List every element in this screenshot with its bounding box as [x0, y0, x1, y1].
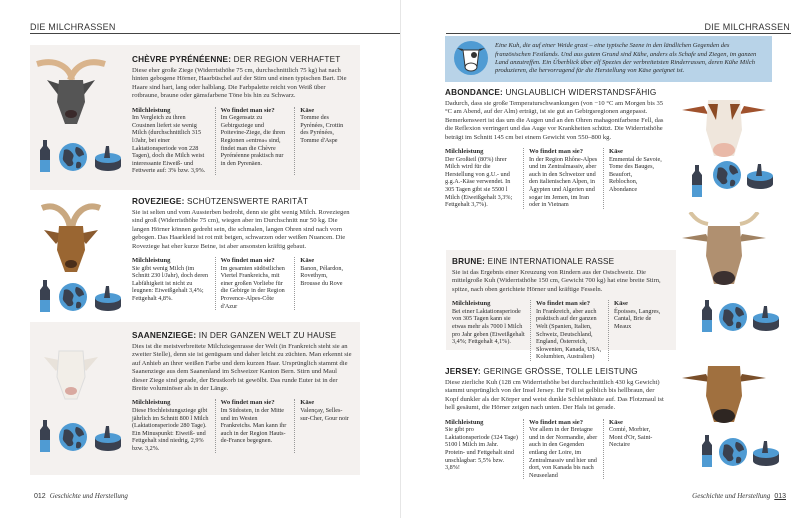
breed-description: Diese zierliche Kuh (128 cm Widerristhöhe bei durchschnittlich 430 kg Gewicht) stammt ursprünglich von der Insel Jersey. Ihr Fell ist gelblich bis hellbraun, der Kopf dunkler als der Körper und weist dunkle Schleimhäute auf. Das Flotzmaul ist hell gesäumt, die Hörner zeigen nach unten. Der Hals ist gerade.	[445, 379, 664, 412]
running-head: DIE MILCHRASSEN	[704, 22, 790, 32]
milk-column: Milchleistung Diese Hochleistungsziege gibt jährlich im Schnitt 800 l Milch (Laktationsperiode 280 Tage). Ein Minuspunkt: Eiweiß- und Fettgehalt sind niedrig, 2,9% bzw. 3,2%.	[132, 399, 209, 452]
header-rule	[30, 33, 400, 34]
breed-section	[132, 197, 354, 310]
milk-bottle-icon	[38, 140, 52, 172]
where-column: Wo findet man sie? Im Gegensatz zu Gebirgsziege und Poitevine-Ziege, die ihren Regionen »entrea« sind, findet man die Chèvre Pyrénéenne praktisch nur in den Pyrenäen.	[215, 107, 295, 175]
breed-heading: ABONDANCE: UNGLAUBLICH WIDERSTANDSFÄHIG	[445, 88, 657, 97]
breed-section	[132, 55, 354, 175]
breed-description: Diese eher große Ziege (Widerristhöhe 75 cm, durchschnittlich 75 kg) hat nach hinten gebogene Hörner, Haarbüschel auf der Stirn und einen typischen Bart. Die Haare sind hart, lang oder halblang. Die Farbpalette reicht von Weiß über rotbraune, braune oder gämsfarbene Töne bis hin zu Schwarz.	[132, 67, 347, 100]
globe-icon	[718, 437, 748, 467]
breed-heading: CHÈVRE PYRÉNÉENNE: DER REGION VERHAFTET	[132, 55, 341, 64]
globe-icon	[58, 142, 88, 172]
cheese-icon	[752, 304, 780, 332]
cow-illustration-jersey	[678, 360, 770, 430]
breed-section	[132, 331, 354, 453]
cheese-column: Käse Époisses, Langres, Cantal, Brie de Meaux	[608, 300, 670, 361]
where-column: Wo findet man sie? In Frankreich, aber auch praktisch auf der ganzen Welt (Spanien, Italien, Schweiz, Deutschland, England, Österreich, Slowenien, Kanada, USA, Kolumbien, Australien)	[530, 300, 608, 361]
breed-section	[452, 257, 670, 361]
cheese-column: Käse Comté, Morbier, Mont d'Or, Saint-Nectaire	[603, 419, 667, 480]
icon-row	[38, 280, 122, 312]
cheese-column: Käse Tomme des Pyrénées, Crottin des Pyrénées, Tomme d'Aspe	[294, 107, 354, 175]
globe-icon	[712, 160, 742, 190]
icon-row	[700, 300, 780, 332]
goat-illustration-pyreneenne	[22, 50, 120, 130]
milk-column: Milchleistung Im Vergleich zu ihren Cousinen liefert sie wenig Milch (durchschnittlich 315 l/Jahr, bei einer Laktationsperiode von 228 Tagen), doch die Milch weist interessante Eiweiß- und Fettwerte auf: 3% bzw. 3,9%.	[132, 106, 206, 175]
intro-box	[445, 36, 772, 82]
icon-row	[38, 420, 122, 452]
breed-heading: JERSEY: GERINGE GRÖSSE, TOLLE LEISTUNG	[445, 367, 638, 376]
breed-description: Dies ist die meistverbreitete Milchziegenrasse der Welt (in Frankreich steht sie an zweiter Stelle), denn sie ist genügsam und daher leicht zu züchten. Man erkennt sie auf Anhieb an ihrer weißen Farbe und dem kurzen Haar. Ursprünglich stammt die Saanenziege aus dem Saanenland im Schweizer Kanton Bern. Stirn und Maul dieser Ziege sind gerade, der Brustkorb ist gewölbt. Das runde Euter ist in der Breite voluminöser als in der Länge.	[132, 343, 352, 393]
cheese-icon	[94, 424, 122, 452]
goat-illustration-saanenziege	[22, 325, 120, 405]
breed-section	[445, 88, 667, 209]
milk-column: Milchleistung Bei einer Laktationsperiode von 305 Tagen kann sie etwas mehr als 7000 l Milch pro Jahr geben (Eiweißgehalt 3,4%; Fettgehalt 4,1%).	[452, 300, 525, 346]
milk-column: Milchleistung Sie gibt wenig Milch (im Schnitt 230 l/Jahr), doch deren Labfähigkeit ist nicht zu leugnen: Eiweißgehalt 3,4%; Fettgehalt 4,8%.	[132, 257, 209, 302]
cheese-icon	[752, 439, 780, 467]
breed-description: Sie ist das Ergebnis einer Kreuzung von Rindern aus der Ostschweiz. Die mittelgroße Kuh (Widerristhöhe 150 cm, Gewicht 700 kg) hat eine breite Stirn, spitze, nach oben gerichtete Hörner und kräftige Fesseln.	[452, 269, 661, 293]
breed-description: Sie ist selten und vom Aussterben bedroht, denn sie gibt wenig Milch. Roveziegen sind groß (Widerristhöhe 75 cm), wiegen aber im Durchschnitt nur 50 kg. Die langen Hörner können gedreht sein, die schmalen, langen Ohren sind nach vorn gebogen. Das Haarkleid ist rot mit beigen, schwarzen oder weißen Nuancen. Die Roveziege hat eher kurze Beine, ist aber ansonsten kräftig gebaut.	[132, 209, 350, 250]
icon-column	[690, 165, 704, 197]
icon-row	[712, 160, 774, 190]
milk-bottle-icon	[38, 420, 52, 452]
globe-icon	[718, 302, 748, 332]
cheese-icon	[94, 144, 122, 172]
cheese-column: Käse Emmental de Savoie, Tome des Bauges, Beaufort, Reblochon, Abondance	[603, 148, 667, 209]
where-column: Wo findet man sie? Vor allem in der Bretagne und in der Normandie, aber auch in den Gegenden entlang der Loire, im Zentralmassiv und hier und dort, von Kanada bis nach Neuseeland	[523, 419, 603, 480]
milk-bottle-icon	[690, 165, 704, 197]
goat-illustration-roveziege	[22, 198, 120, 278]
icon-row	[38, 140, 122, 172]
intro-text: Eine Kuh, die auf einer Weide grast – eine typische Szene in den ländlichen Gegenden des französischen Festlands. Und aus gutem Grund sind Kühe, anders als Schafe und Ziegen, im ganzen Land anzutreffen. Ein Überblick über elf Spezies der verbreitetsten Rinderrassen, deren Kühe Milch produzieren, die hervorragend für die Herstellung von Käse geeignet ist.	[495, 42, 757, 75]
breed-heading: ROVEZIEGE: SCHÜTZENSWERTE RARITÄT	[132, 197, 309, 206]
cow-illustration-abondance	[678, 90, 770, 160]
icon-row	[700, 435, 780, 467]
cheese-icon	[746, 162, 774, 190]
where-column: Wo findet man sie? Im Südosten, in der Mitte und im Westen Frankreichs. Man kann ihr auch in der Region Hauts-de-France begegnen.	[215, 399, 295, 452]
milk-column: Milchleistung Der Großteil (80%) ihrer Milch wird für die Herstellung von g.U.- und g.g.A.-Käse verwendet. In 305 Tagen gibt sie 5500 l Milch (Eiweißgehalt 3,3%; Fettgehalt 3,7%).	[445, 148, 513, 209]
footer-right: Geschichte und Herstellung 013	[692, 492, 786, 500]
breed-section	[445, 367, 667, 479]
breed-heading: SAANENZIEGE: IN DER GANZEN WELT ZU HAUSE	[132, 331, 337, 340]
cheese-column: Käse Banon, Pélardon, Rovethym, Brousse du Rove	[294, 257, 354, 310]
cheese-column: Käse Valençay, Selles-sur-Cher, Gour noir	[294, 399, 354, 452]
breed-description: Dadurch, dass sie große Temperaturschwankungen (von −10 °C am Morgen bis 35 °C am Abend, auf der Alm) erträgt, ist sie gut an Gebirgsregionen angepasst. Bemerkenswert ist das um die Augen und an den Ohren mahagonifarbene Fell, das die Reflexion verringert und das Auge vor Krankheiten schützt. Die Widerristhöhe beträgt im Schnitt 145 cm bei einem Gewicht von 550–800 kg.	[445, 100, 664, 141]
footer-left: 012 Geschichte und Herstellung	[34, 492, 128, 500]
milk-bottle-icon	[38, 280, 52, 312]
cow-illustration-brune	[678, 212, 770, 292]
milk-bottle-icon	[700, 435, 714, 467]
running-head: DIE MILCHRASSEN	[30, 22, 116, 32]
globe-icon	[58, 422, 88, 452]
milk-column: Milchleistung Sie gibt pro Laktationsperiode (324 Tage) 5100 l Milch im Jahr. Protein- und Fettgehalt sind unschlagbar: 5,5% bzw. 3,8%!	[445, 418, 518, 472]
cow-badge-icon	[453, 40, 489, 78]
cheese-icon	[94, 284, 122, 312]
globe-icon	[58, 282, 88, 312]
breed-heading: BRUNE: EINE INTERNATIONALE RASSE	[452, 257, 615, 266]
header-rule	[446, 33, 791, 34]
where-column: Wo findet man sie? In der Region Rhône-Alpes und im Zentralmassiv, aber auch in den Schweizer und den italienischen Alpen, in Ägypten und Algerien und sogar im Jemen, im Iran oder in Vietnam	[523, 148, 603, 209]
milk-bottle-icon	[700, 300, 714, 332]
where-column: Wo findet man sie? Im gesamten südöstlichen Viertel Frankreichs, mit einer großen Vorliebe für die Gebirge in der Region Provence-Alpes-Côte d'Azur	[215, 257, 295, 310]
